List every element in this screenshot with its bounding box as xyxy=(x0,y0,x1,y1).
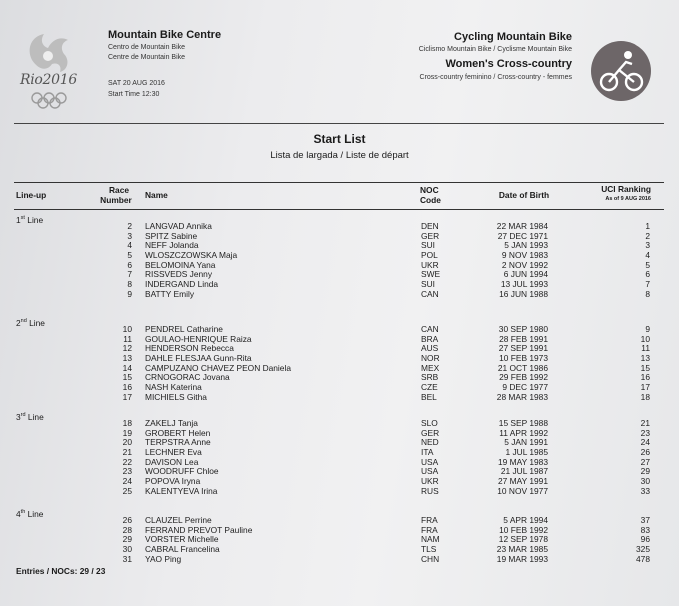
noc-code: BRA xyxy=(421,333,439,344)
athlete-name: DAVISON Lea xyxy=(145,456,199,467)
col-header-name: Name xyxy=(145,190,168,200)
uci-ranking: 26 xyxy=(640,446,650,457)
date-of-birth: 30 SEP 1980 xyxy=(498,324,548,334)
race-number: 17 xyxy=(122,391,132,402)
uci-ranking: 29 xyxy=(640,466,650,477)
date-of-birth: 23 MAR 1985 xyxy=(496,544,548,554)
logo-wordmark: Rio2016 xyxy=(20,72,77,88)
doc-title: Start List xyxy=(313,132,366,146)
uci-ranking: 37 xyxy=(640,515,650,525)
athlete-name: DAHLE FLESJAA Gunn-Rita xyxy=(145,352,252,363)
noc-code: SUI xyxy=(421,240,435,251)
athlete-name: MICHIELS Githa xyxy=(145,391,207,402)
athlete-name: VORSTER Michelle xyxy=(145,534,219,545)
uci-ranking: 17 xyxy=(640,381,650,392)
date-of-birth: 10 FEB 1992 xyxy=(499,524,548,535)
start-time: Start Time 12:30 xyxy=(108,91,160,98)
uci-ranking: 6 xyxy=(645,269,650,280)
uci-ranking: 478 xyxy=(636,553,650,564)
date-of-birth: 5 APR 1994 xyxy=(503,515,548,525)
date-of-birth: 27 DEC 1971 xyxy=(497,230,548,241)
uci-ranking: 24 xyxy=(640,437,650,448)
noc-code: SLO xyxy=(421,418,438,428)
race-number: 22 xyxy=(122,456,132,467)
race-number: 20 xyxy=(122,437,132,448)
athlete-name: LANGVAD Annika xyxy=(145,221,212,231)
noc-code: RUS xyxy=(421,485,439,496)
uci-ranking: 13 xyxy=(640,352,650,363)
event-subtitle: Cross-country feminino / Cross-country - femmes xyxy=(419,74,572,81)
race-number: 28 xyxy=(122,524,132,535)
date-of-birth: 16 JUN 1988 xyxy=(499,288,548,299)
race-number: 21 xyxy=(122,446,132,457)
date-of-birth: 6 JUN 1994 xyxy=(503,269,548,280)
date-of-birth: 21 OCT 1986 xyxy=(497,362,548,373)
uci-ranking: 18 xyxy=(640,391,650,402)
noc-code: FRA xyxy=(421,515,438,525)
date-of-birth: 5 JAN 1993 xyxy=(504,240,548,251)
group-label-line-4: 4th Line xyxy=(16,509,44,519)
race-number: 26 xyxy=(122,515,132,525)
uci-ranking: 10 xyxy=(640,333,650,344)
col-header-lineup: Line-up xyxy=(16,190,47,200)
uci-ranking: 8 xyxy=(645,288,650,299)
race-number: 30 xyxy=(122,544,132,554)
noc-code: SRB xyxy=(421,372,439,383)
athlete-name: PENDREL Catharine xyxy=(145,324,223,334)
group-label-line-3: 3rd Line xyxy=(16,412,44,422)
noc-code: TLS xyxy=(421,544,437,554)
uci-ranking: 9 xyxy=(645,324,650,334)
race-number: 29 xyxy=(122,534,132,545)
col-header-uci-sub: As of 9 AUG 2016 xyxy=(605,196,651,202)
sport-title: Cycling Mountain Bike xyxy=(454,31,572,43)
date-of-birth: 9 DEC 1977 xyxy=(502,381,548,392)
uci-ranking: 27 xyxy=(640,456,650,467)
race-number: 24 xyxy=(122,475,132,486)
noc-code: CAN xyxy=(421,288,439,299)
noc-code: USA xyxy=(421,456,439,467)
date-of-birth: 9 NOV 1983 xyxy=(501,249,548,260)
noc-code: SUI xyxy=(421,278,435,289)
date-of-birth: 12 SEP 1978 xyxy=(498,534,548,545)
noc-code: CAN xyxy=(421,324,439,334)
date-of-birth: 28 MAR 1983 xyxy=(496,391,548,402)
uci-ranking: 3 xyxy=(645,240,650,251)
rio-emblem-icon xyxy=(18,26,84,110)
athlete-name: HENDERSON Rebecca xyxy=(145,343,234,354)
noc-code: GER xyxy=(421,427,440,438)
uci-ranking: 16 xyxy=(640,372,650,383)
group-label-line-2: 2nd Line xyxy=(16,318,45,328)
race-number: 2 xyxy=(127,221,132,231)
noc-code: ITA xyxy=(421,446,434,457)
date-of-birth: 27 MAY 1991 xyxy=(498,475,548,486)
mountain-bike-pictogram xyxy=(590,40,652,102)
race-number: 10 xyxy=(122,324,132,334)
noc-code: POL xyxy=(421,249,438,260)
athlete-name: NASH Katerina xyxy=(145,381,202,392)
athlete-name: BELOMOINA Yana xyxy=(145,259,216,270)
race-number: 31 xyxy=(122,553,132,564)
group-label-line-1: 1st Line xyxy=(16,215,44,225)
noc-code: DEN xyxy=(421,221,439,231)
athlete-name: GOULAO-HENRIQUE Raiza xyxy=(145,333,252,344)
race-number: 11 xyxy=(123,333,132,344)
uci-ranking: 2 xyxy=(645,230,650,241)
noc-code: UKR xyxy=(421,259,439,270)
date-of-birth: 5 JAN 1991 xyxy=(504,437,548,448)
race-number: 7 xyxy=(127,269,132,280)
date-of-birth: 28 FEB 1991 xyxy=(499,333,548,344)
athlete-name: TERPSTRA Anne xyxy=(145,437,211,448)
noc-code: SWE xyxy=(421,269,441,280)
header-divider xyxy=(14,123,664,124)
athlete-name: CLAUZEL Perrine xyxy=(145,515,212,525)
col-header-uci: UCI Ranking xyxy=(601,184,651,194)
athlete-name: BATTY Emily xyxy=(145,288,195,299)
date-of-birth: 19 MAR 1993 xyxy=(496,553,548,564)
race-number: 3 xyxy=(127,230,132,241)
rio2016-logo xyxy=(18,26,84,110)
venue-title: Mountain Bike Centre xyxy=(108,29,222,41)
col-header-noc: NOC xyxy=(420,185,439,195)
date-of-birth: 19 MAY 1983 xyxy=(498,456,548,467)
race-number: 9 xyxy=(127,288,132,299)
athlete-name: LECHNER Eva xyxy=(145,446,202,457)
athlete-name: ZAKELJ Tanja xyxy=(145,418,198,428)
race-number: 5 xyxy=(127,249,132,260)
event-title: Women's Cross-country xyxy=(445,58,572,70)
race-number: 6 xyxy=(127,259,132,270)
venue-subtitle-1: Centro de Mountain Bike xyxy=(108,44,186,51)
athlete-name: FERRAND PREVOT Pauline xyxy=(145,524,253,535)
athlete-name: WOODRUFF Chloe xyxy=(145,466,219,477)
uci-ranking: 30 xyxy=(640,475,650,486)
date-of-birth: 13 JUL 1993 xyxy=(500,278,548,289)
date-of-birth: 27 SEP 1991 xyxy=(498,343,548,354)
noc-code: NED xyxy=(421,437,439,448)
noc-code: MEX xyxy=(421,362,440,373)
date-of-birth: 10 NOV 1977 xyxy=(497,485,548,496)
race-number: 14 xyxy=(122,362,132,373)
date-of-birth: 11 APR 1992 xyxy=(499,427,548,438)
athlete-name: GROBERT Helen xyxy=(145,427,211,438)
noc-code: USA xyxy=(421,466,439,477)
col-header-code: Code xyxy=(420,195,441,205)
race-number: 23 xyxy=(122,466,132,477)
venue-subtitle-2: Centre de Mountain Bike xyxy=(108,54,186,61)
uci-ranking: 15 xyxy=(640,362,650,373)
race-number: 13 xyxy=(122,352,132,363)
uci-ranking: 83 xyxy=(640,524,650,535)
date-of-birth: 1 JUL 1985 xyxy=(505,446,548,457)
noc-code: CZE xyxy=(421,381,438,392)
athlete-name: CRNOGORAC Jovana xyxy=(145,372,230,383)
noc-code: NAM xyxy=(421,534,440,545)
noc-code: BEL xyxy=(421,391,437,402)
uci-ranking: 21 xyxy=(640,418,650,428)
table-header-row xyxy=(14,182,664,210)
uci-ranking: 4 xyxy=(645,249,650,260)
noc-code: GER xyxy=(421,230,440,241)
mountain-bike-icon xyxy=(590,40,652,102)
uci-ranking: 11 xyxy=(641,343,650,354)
athlete-name: NEFF Jolanda xyxy=(145,240,199,251)
race-number: 18 xyxy=(122,418,132,428)
date-of-birth: 2 NOV 1992 xyxy=(501,259,548,270)
race-number: 16 xyxy=(122,381,132,392)
race-number: 8 xyxy=(127,278,132,289)
date-of-birth: 22 MAR 1984 xyxy=(496,221,548,231)
noc-code: NOR xyxy=(421,352,440,363)
entries-summary: Entries / NOCs: 29 / 23 xyxy=(16,566,106,576)
athlete-name: CAMPUZANO CHAVEZ PEON Daniela xyxy=(145,362,291,373)
athlete-name: CABRAL Francelina xyxy=(145,544,220,554)
race-number: 25 xyxy=(122,485,132,496)
date-of-birth: 21 JUL 1987 xyxy=(500,466,548,477)
athlete-name: KALENTYEVA Irina xyxy=(145,485,218,496)
sport-subtitle: Ciclismo Mountain Bike / Cyclisme Mountain Bike xyxy=(418,46,572,53)
athlete-name: POPOVA Iryna xyxy=(145,475,201,486)
uci-ranking: 7 xyxy=(645,278,650,289)
athlete-name: YAO Ping xyxy=(145,553,182,564)
col-header-number: Number xyxy=(100,195,132,205)
noc-code: AUS xyxy=(421,343,439,354)
uci-ranking: 5 xyxy=(645,259,650,270)
race-number: 4 xyxy=(127,240,132,251)
uci-ranking: 325 xyxy=(636,544,650,554)
uci-ranking: 33 xyxy=(640,485,650,496)
noc-code: FRA xyxy=(421,524,438,535)
noc-code: UKR xyxy=(421,475,439,486)
race-number: 19 xyxy=(122,427,132,438)
date-of-birth: 15 SEP 1988 xyxy=(498,418,548,428)
uci-ranking: 96 xyxy=(640,534,650,545)
date-of-birth: 29 FEB 1992 xyxy=(499,372,548,383)
athlete-name: RISSVEDS Jenny xyxy=(145,269,213,280)
event-date: SAT 20 AUG 2016 xyxy=(108,80,165,87)
athlete-name: WLOSZCZOWSKA Maja xyxy=(145,249,238,260)
athlete-name: SPITZ Sabine xyxy=(145,230,198,241)
col-header-dob: Date of Birth xyxy=(498,190,550,200)
uci-ranking: 23 xyxy=(640,427,650,438)
race-number: 12 xyxy=(122,343,132,354)
athlete-name: INDERGAND Linda xyxy=(145,278,219,289)
doc-subtitle: Lista de largada / Liste de départ xyxy=(270,150,409,161)
date-of-birth: 10 FEB 1973 xyxy=(499,352,548,363)
noc-code: CHN xyxy=(421,553,440,564)
uci-ranking: 1 xyxy=(645,221,650,231)
race-number: 15 xyxy=(122,372,132,383)
col-header-race: Race xyxy=(108,185,130,195)
